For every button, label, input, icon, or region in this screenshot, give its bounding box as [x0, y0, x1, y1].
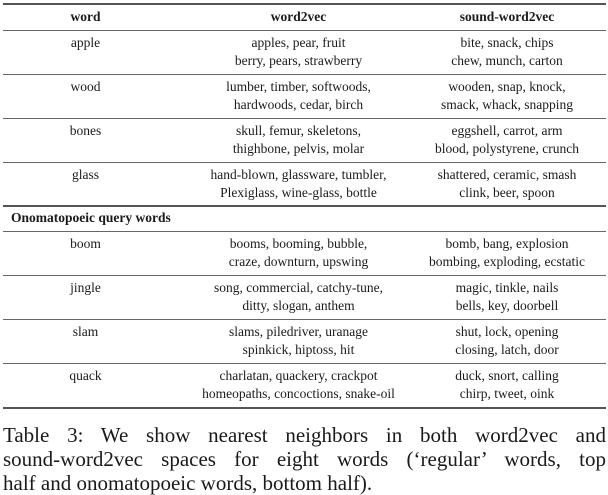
row-rule [3, 319, 606, 320]
w2v-line: berry, pears, strawberry [234, 53, 363, 68]
header-rule [3, 30, 606, 31]
header-word: word [70, 9, 101, 24]
section-rule [3, 205, 606, 207]
w2v-line: skull, femur, skeletons, [235, 123, 362, 138]
sw2v-line: shut, lock, opening [455, 324, 559, 339]
sw2v-line: smack, whack, snapping [441, 97, 573, 112]
w2v-line: booms, booming, bubble, [229, 236, 368, 251]
section-label: Onomatopoeic query words [11, 210, 171, 225]
w2v-line: charlatan, quackery, crackpot [219, 368, 378, 383]
caption-line: sound-word2vec spaces for eight words (‘regular’ words, top [3, 447, 606, 471]
sw2v-line: chirp, tweet, oink [459, 386, 555, 401]
sw2v-line: bells, key, doorbell [455, 298, 559, 313]
sw2v-line: chew, munch, carton [451, 53, 563, 68]
query-word: bones [69, 123, 102, 138]
query-word: boom [70, 236, 101, 251]
sw2v-line: bomb, bang, explosion [445, 236, 569, 251]
w2v-line: song, commercial, catchy-tune, [213, 280, 384, 295]
query-word: slam [72, 324, 99, 339]
sw2v-line: closing, latch, door [455, 342, 559, 357]
caption-line: Table 3: We show nearest neighbors in both word2vec and [3, 423, 606, 447]
bottom-rule [3, 407, 606, 409]
w2v-line: ditty, slogan, anthem [242, 298, 355, 313]
sw2v-line: magic, tinkle, nails [455, 280, 559, 295]
sw2v-line: blood, polystyrene, crunch [435, 141, 579, 156]
sw2v-line: wooden, snap, knock, [448, 79, 566, 94]
w2v-line: homeopaths, concoctions, snake-oil [202, 386, 395, 401]
w2v-line: spinkick, hiptoss, hit [242, 342, 355, 357]
row-rule [3, 275, 606, 276]
sw2v-line: eggshell, carrot, arm [451, 123, 563, 138]
sw2v-line: duck, snort, calling [455, 368, 559, 383]
sw2v-line: shattered, ceramic, smash [437, 167, 577, 182]
query-word: wood [70, 79, 101, 94]
caption-line: half and onomatopoeic words, bottom half). [3, 471, 373, 495]
row-rule [3, 363, 606, 364]
header-word2vec: word2vec [270, 9, 327, 24]
w2v-line: apples, pear, fruit [251, 35, 346, 50]
w2v-line: slams, piledriver, uranage [229, 324, 368, 339]
header-sound-word2vec: sound-word2vec [459, 9, 555, 24]
query-word: glass [72, 167, 99, 182]
sw2v-line: clink, beer, spoon [459, 185, 555, 200]
row-rule [3, 162, 606, 163]
w2v-line: Plexiglass, wine-glass, bottle [220, 185, 377, 200]
table-caption [3, 423, 606, 495]
query-word: jingle [70, 280, 101, 295]
w2v-line: craze, downturn, upswing [228, 254, 369, 269]
sw2v-line: bite, snack, chips [460, 35, 554, 50]
w2v-line: hand-blown, glassware, tumbler, [210, 167, 387, 182]
row-rule [3, 74, 606, 75]
w2v-line: lumber, timber, softwoods, [226, 79, 371, 94]
top-rule [3, 3, 606, 5]
query-word: apple [70, 35, 101, 50]
w2v-line: hardwoods, cedar, birch [233, 97, 364, 112]
sw2v-line: bombing, exploding, ecstatic [429, 254, 585, 269]
section-rule [3, 231, 606, 232]
query-word: quack [69, 368, 102, 383]
row-rule [3, 118, 606, 119]
w2v-line: thighbone, pelvis, molar [232, 141, 365, 156]
